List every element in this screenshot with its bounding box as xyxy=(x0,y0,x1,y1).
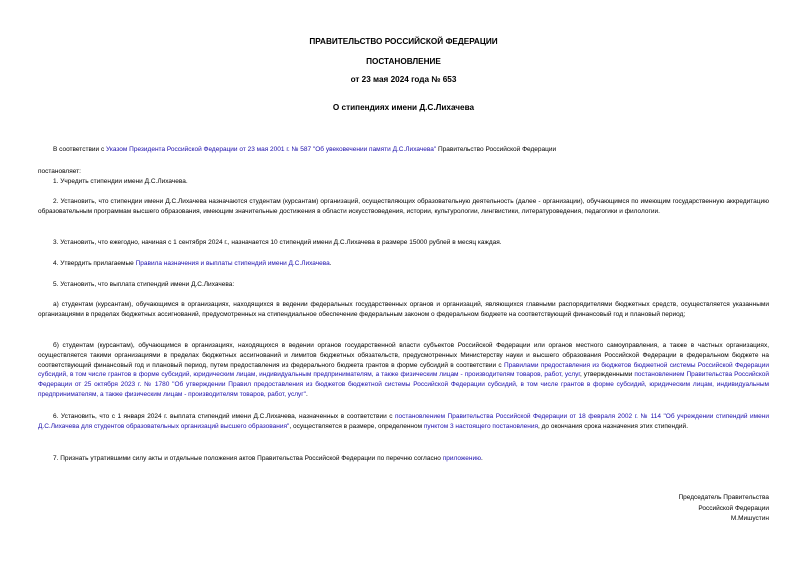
presidential-decree-link[interactable]: Указом Президента Российской Федерации от 23 мая 2001 г. № 587 "Об увековечении памяти Д.С.Лихачева" xyxy=(106,146,437,153)
paragraph-3-link[interactable]: пунктом 3 настоящего постановления xyxy=(423,422,538,430)
item-5b-text-2: , утвержденными xyxy=(579,371,635,379)
item-6-text-3: , до окончания срока назначения этих стипендий. xyxy=(538,422,688,430)
signatory-name: М.Мишустин xyxy=(730,515,769,522)
resolution-114-link[interactable]: постановлением Правительства Российской Федерации от 18 февраля 2002 г. № 114 "Об учреждении стипендий имени Д.С.Лихачева для студентов образовательных организаций высшего образования" xyxy=(38,413,769,430)
item-7 xyxy=(38,454,769,464)
document-title: О стипендиях имени Д.С.Лихачева xyxy=(332,103,475,112)
item-5: 5. Установить, что выплата стипендий имени Д.С.Лихачева: xyxy=(53,281,235,288)
date-number-heading: от 23 мая 2024 года № 653 xyxy=(350,75,457,84)
decree-word: постановляет: xyxy=(38,168,81,175)
item-6 xyxy=(38,412,769,432)
doc-type-heading: ПОСТАНОВЛЕНИЕ xyxy=(366,57,441,66)
signature-org-line: Российской Федерации xyxy=(698,504,769,512)
preamble-text-after: Правительство Российской Федерации xyxy=(436,146,557,153)
item-4-end: . xyxy=(329,260,332,267)
item-7-end: . xyxy=(480,455,483,462)
item-5b xyxy=(38,341,769,400)
item-6-text-2: , осуществляется в размере, определенном xyxy=(289,422,424,430)
item-5b-text-3: . xyxy=(305,390,308,398)
signature-title-line: Председатель Правительства xyxy=(678,494,769,501)
item-7-text: 7. Признать утратившими силу акты и отдельные положения актов Правительства Российской Федерации по перечню согласно xyxy=(53,455,443,462)
item-5b-text-1: б) студентам (курсантам), обучающимся в организациях, находящихся в ведении органов государственной власти субъектов Российской Федерации или органов местного самоуправления, а также в частных организациях, осуществляется такими организациями в пределах бюджетных ассигнований и лимитов бюджетных обязательств, предусмотренных Министерству науки и высшего образования Российской Федерации в федеральном бюджете на соответствующий финансовый год и плановый период, путем предоставления из федерального бюджета грантов в форме субсидий в соответствии с xyxy=(38,342,769,369)
signature-block xyxy=(678,493,769,525)
resolution-1780-link[interactable]: постановлением Правительства Российской Федерации от 25 октября 2023 г. № 1780 "Об утверждении Правил предоставления из бюджетов бюджетной системы Российской Федерации субсидий, в том числе грантов в форме субсидий, юридическим лицам, индивидуальным предпринимателям, а также физическим лицам - производителям товаров, работ, услуг" xyxy=(38,371,769,398)
item-5a: а) студентам (курсантам), обучающимся в организациях, находящихся в ведении федеральных государственных органов и организаций, являющихся главными распорядителями бюджетных средств, осуществляется указанными организациями в пределах бюджетных ассигнований, предусмотренных на стипендиальное обеспечение федеральным законом о федеральном бюджете на соответствующий финансовый год и плановый период; xyxy=(38,301,769,318)
government-heading: ПРАВИТЕЛЬСТВО РОССИЙСКОЙ ФЕДЕРАЦИИ xyxy=(309,37,498,46)
appendix-link[interactable]: приложению xyxy=(442,455,481,462)
item-4-text: 4. Утвердить прилагаемые xyxy=(53,260,136,267)
item-1: 1. Учредить стипендии имени Д.С.Лихачева. xyxy=(53,178,188,185)
item-6-text-1: 6. Установить, что с 1 января 2024 г. выплата стипендий имени Д.С.Лихачева, назначенных в соответствии с xyxy=(53,413,395,420)
item-4 xyxy=(38,259,769,269)
preamble-paragraph xyxy=(38,145,769,155)
preamble-text-before: В соответствии с xyxy=(53,146,107,153)
item-2: 2. Установить, что стипендии имени Д.С.Лихачева назначаются студентам (курсантам) организаций, осуществляющих образовательную деятельность (далее - организации), обучающимся по имеющим государственную аккредитацию образовательным программам высшего образования, имеющим значительные достижения в области искусствоведения, истории, культурологии, лингвистики, литературоведения, педагогики и филологии. xyxy=(38,198,769,215)
rules-link[interactable]: Правила назначения и выплаты стипендий имени Д.С.Лихачева xyxy=(135,260,330,267)
subsidy-rules-link[interactable]: Правилами предоставления из бюджетов бюджетной системы Российской Федерации субсидий, в том числе грантов в форме субсидий, юридическим лицам, индивидуальным предпринимателям, а также физическим лицам - производителям товаров, работ, услуг xyxy=(38,361,770,379)
item-3: 3. Установить, что ежегодно, начиная с 1 сентября 2024 г., назначается 10 стипендий имени Д.С.Лихачева в размере 15000 рублей в месяц каждая. xyxy=(53,239,502,246)
